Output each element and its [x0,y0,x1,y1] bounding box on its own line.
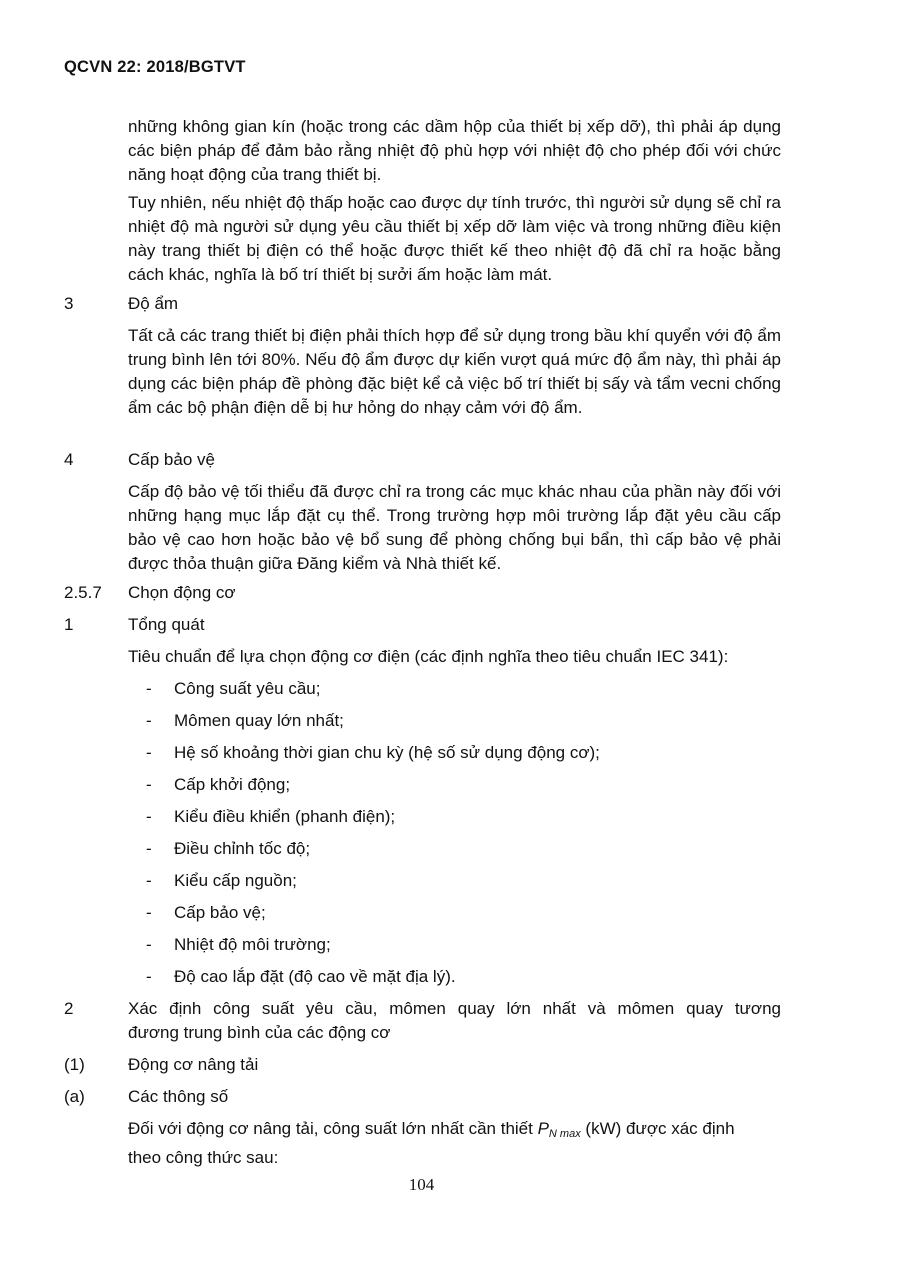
paragraph-humidity: Tất cả các trang thiết bị điện phải thích hợp để sử dụng trong bầu khí quyển với độ ẩm trung bình lên tới 80%. Nếu độ ẩm được dự kiến vượt quá mức độ ẩm này, thì phải áp dụng các biện pháp đề phòng đặc biệt kể cả việc bố trí thiết bị sấy và tẩm vecni chống ẩm các bộ phận điện dễ bị hư hỏng do nhạy cảm với độ ẩm. [128,326,781,417]
document-code-header: QCVN 22: 2018/BGTVT [64,58,246,76]
bullet-marker: - [146,711,152,730]
section-title-line-2: đương trung bình của các động cơ [128,1023,391,1042]
list-item: Nhiệt độ môi trường; [174,935,331,954]
bullet-marker: - [146,935,152,954]
paragraph-temperature-continued: những không gian kín (hoặc trong các dầm hộp của thiết bị xếp dỡ), thì phải áp dụng các biện pháp để đảm bảo rằng nhiệt độ phù hợp với nhiệt độ cho phép đối với chức năng hoạt động của trang thiết bị. [128,117,781,184]
power-symbol: P [537,1119,549,1138]
list-item: Cấp bảo vệ; [174,903,266,922]
section-title-motor-selection: Chọn động cơ [128,583,236,602]
section-number-2: 2 [64,999,74,1018]
list-item: Mômen quay lớn nhất; [174,711,344,730]
list-item: Độ cao lắp đặt (độ cao về mặt địa lý). [174,967,456,986]
list-item: Hệ số khoảng thời gian chu kỳ (hệ số sử dụng động cơ); [174,743,600,762]
section-number-a: (a) [64,1087,85,1106]
section-title-general: Tổng quát [128,615,205,634]
section-title-protection: Cấp bảo vệ [128,450,215,469]
list-item: Kiểu điều khiển (phanh điện); [174,807,396,826]
paragraph-selection-criteria: Tiêu chuẩn để lựa chọn động cơ điện (các định nghĩa theo tiêu chuẩn IEC 341): [128,647,729,666]
section-number-2-5-7: 2.5.7 [64,583,102,602]
text-segment: Đối với động cơ nâng tải, công suất lớn nhất cần thiết [128,1119,538,1138]
section-number-1: 1 [64,615,74,634]
section-number-3: 3 [64,294,74,313]
section-title-parameters: Các thông số [128,1087,229,1106]
list-item: Công suất yêu cầu; [174,679,321,698]
list-item: Kiểu cấp nguồn; [174,871,297,890]
bullet-marker: - [146,839,152,858]
section-title-hoist-motor: Động cơ nâng tải [128,1055,259,1074]
section-title-humidity: Độ ẩm [128,294,179,313]
section-number-4: 4 [64,450,74,469]
section-title-power-determination [128,997,781,1045]
paragraph-protection: Cấp độ bảo vệ tối thiểu đã được chỉ ra trong các mục khác nhau của phần này đối với những hạng mục lắp đặt cụ thể. Trong trường hợp môi trường lắp đặt yêu cầu cấp bảo vệ cao hơn hoặc bảo vệ bổ sung để phòng chống bụi bẩn, thì cấp bảo vệ phải được thỏa thuận giữa Đăng kiểm và Nhà thiết kế. [128,482,781,573]
bullet-marker: - [146,775,152,794]
bullet-marker: - [146,967,152,986]
paragraph-max-power [128,1117,781,1170]
paragraph-temperature-note: Tuy nhiên, nếu nhiệt độ thấp hoặc cao được dự tính trước, thì người sử dụng sẽ chỉ ra nhiệt độ mà người sử dụng yêu cầu thiết bị xếp dỡ làm việc và trong những điều kiện này trang thiết bị điện có thể hoặc được thiết kế theo nhiệt độ đã chỉ ra hoặc bằng cách khác, nghĩa là bố trí thiết bị sưởi ấm hoặc làm mát. [128,193,781,284]
bullet-marker: - [146,903,152,922]
section-title-line-1: Xác định công suất yêu cầu, mômen quay lớn nhất và mômen quay tương [128,999,781,1018]
text-segment: (kW) được xác định [580,1119,735,1138]
bullet-marker: - [146,871,152,890]
list-item: Cấp khởi động; [174,775,291,794]
bullet-marker: - [146,679,152,698]
paragraph-max-power-line-2: theo công thức sau: [128,1148,279,1167]
section-number-1-paren: (1) [64,1055,85,1074]
paragraph-max-power-line-1 [128,1117,781,1146]
power-symbol-subscript: N max [548,1128,581,1140]
list-item: Điều chỉnh tốc độ; [174,839,311,858]
page-number: 104 [408,1175,435,1194]
bullet-marker: - [146,807,152,826]
bullet-marker: - [146,743,152,762]
